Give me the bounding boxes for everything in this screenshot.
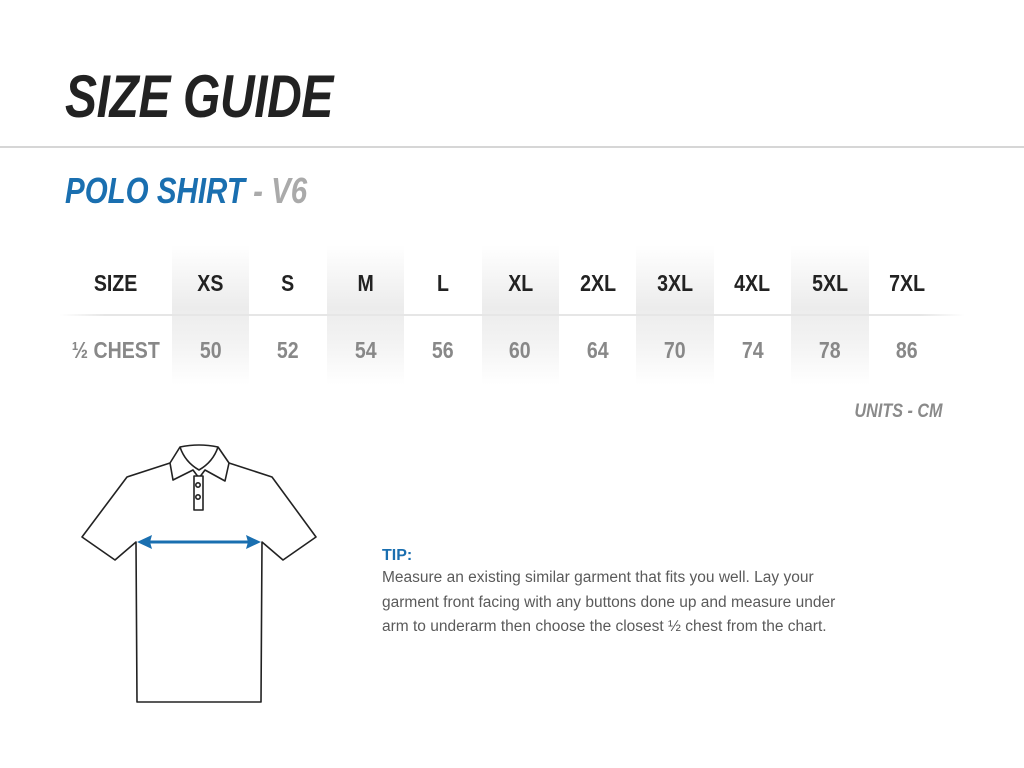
header-cell-text: 7XL [889, 270, 926, 296]
header-cell-text: 5XL [811, 270, 848, 296]
header-cell-text: 4XL [734, 270, 771, 296]
chest-cell [791, 337, 868, 364]
shirt-placket [194, 476, 203, 510]
chest-cell-text: ½ CHEST [71, 337, 161, 363]
button-icon [196, 483, 200, 487]
version-separator: - [244, 170, 272, 211]
chest-cell-text: 70 [664, 337, 686, 363]
chest-cell [482, 337, 559, 364]
version-label: V6 [271, 170, 308, 211]
header-cell [791, 270, 868, 297]
chest-cell-text: 54 [354, 337, 377, 363]
tip-text-line: Measure an existing similar garment that fits you well. Lay your [382, 569, 814, 586]
product-name: POLO SHIRT [65, 170, 245, 211]
chest-cell-text: 60 [509, 337, 532, 363]
header-cell [404, 270, 481, 297]
units-label: UNITS - CM [854, 401, 942, 422]
header-cell-text: M [357, 270, 374, 296]
chest-cell-text: 74 [741, 337, 764, 363]
header-cell-text: XL [507, 270, 533, 296]
header-cell [559, 270, 636, 297]
tip-text-line: arm to underarm then choose the closest ½ chest from the chart. [382, 618, 827, 635]
chest-cell [559, 337, 636, 364]
header-cell [869, 270, 946, 297]
chest-cell [636, 337, 713, 364]
chest-cell-text: 86 [896, 337, 919, 363]
header-cell-text: 3XL [657, 270, 694, 296]
tip-text-line: garment front facing with any buttons done up and measure under [382, 593, 836, 611]
chest-cell-text: 50 [199, 337, 222, 363]
tip-section [382, 546, 835, 640]
page-title: SIZE GUIDE [65, 63, 334, 130]
header-cell-text: L [436, 270, 449, 296]
chest-cell-text: 52 [277, 337, 299, 363]
tip-label: TIP: [382, 547, 413, 564]
chest-cell [404, 337, 481, 364]
chest-cell [869, 337, 946, 364]
header-cell-text: 2XL [579, 270, 616, 296]
chest-cell-text: 78 [818, 337, 841, 363]
header-cell-text: S [281, 270, 295, 296]
chest-cell [714, 337, 791, 364]
header-cell [714, 270, 791, 297]
header-cell [636, 270, 713, 297]
header-cell-text: XS [197, 270, 224, 296]
button-icon [196, 495, 200, 499]
header-cell-text: SIZE [94, 270, 138, 296]
header-cell [482, 270, 559, 297]
chest-cell-text: 64 [586, 337, 609, 363]
polo-shirt-icon [0, 0, 400, 768]
chest-cell-text: 56 [431, 337, 454, 363]
